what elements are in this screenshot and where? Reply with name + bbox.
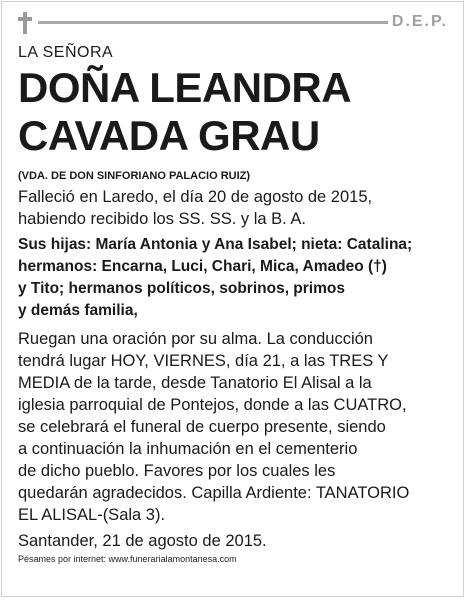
death-info: [18, 186, 450, 230]
text-line: Falleció en Laredo, el día 20 de agosto de 2015,: [18, 188, 373, 206]
notice-body: [18, 44, 450, 564]
cross-icon: [18, 12, 32, 34]
text-line: se celebrará el funeral de cuerpo presente, siendo: [18, 418, 386, 436]
text-line: quedarán agradecidos. Capilla Ardiente: TANATORIO: [18, 484, 410, 502]
text-line: Sus hijas: María Antonia y Ana Isabel; nieta: Catalina;: [18, 236, 413, 253]
text-line: y Tito; hermanos políticos, sobrinos, primos: [18, 280, 345, 297]
dep-label: D.E.P.: [391, 13, 448, 30]
condolences-footer: Pésames por internet: www.funerarialamontanesa.com: [18, 554, 237, 564]
text-line: hermanos: Encarna, Luci, Chari, Mica, Amadeo (†): [18, 258, 387, 275]
text-line: tendrá lugar HOY, VIERNES, día 21, a las TRES Y: [18, 352, 389, 370]
closing-date: Santander, 21 de agosto de 2015.: [18, 532, 267, 550]
header-rule: [38, 21, 388, 24]
text-line: de dicho pueblo. Favores por los cuales les: [18, 462, 336, 480]
name-line: DOÑA LEANDRA: [18, 64, 352, 111]
funeral-request: [18, 328, 450, 526]
widow-of: (VDA. DE DON SINFORIANO PALACIO RUIZ): [18, 170, 251, 182]
text-line: a continuación la inhumación en el cementerio: [18, 440, 358, 458]
header: [18, 12, 448, 34]
family-list: [18, 234, 450, 322]
name-line: CAVADA GRAU: [18, 112, 320, 159]
text-line: EL ALISAL-(Sala 3).: [18, 506, 166, 524]
text-line: Ruegan una oración por su alma. La conducción: [18, 330, 373, 348]
text-line: y demás familia,: [18, 302, 138, 319]
text-line: habiendo recibido los SS. SS. y la B. A.: [18, 210, 307, 228]
text-line: iglesia parroquial de Pontejos, donde a las CUATRO,: [18, 396, 407, 414]
intro-label: LA SEÑORA: [18, 44, 114, 61]
deceased-name: [18, 64, 450, 160]
text-line: MEDIA de la tarde, desde Tanatorio El Alisal a la: [18, 374, 372, 392]
